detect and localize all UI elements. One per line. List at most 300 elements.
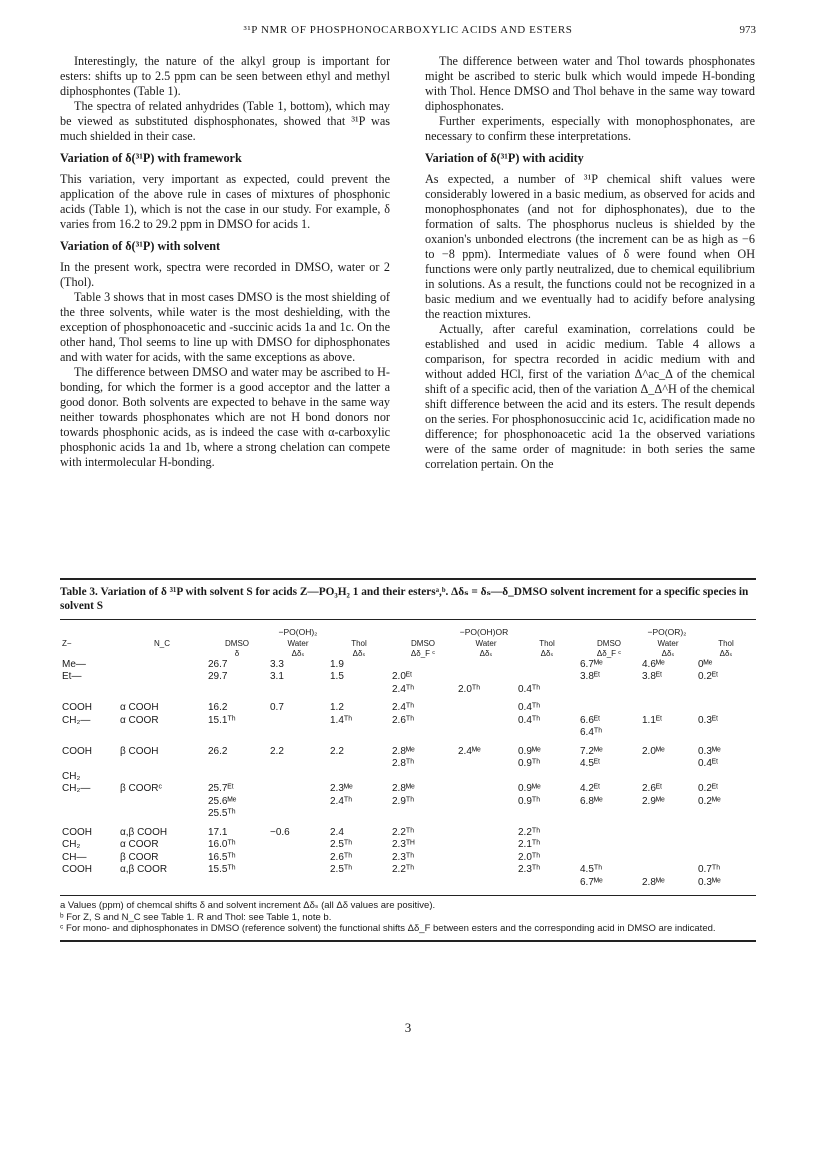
cell-value: 15.1ᵀʰ: [208, 714, 236, 726]
nc-cell: α,β COOH: [120, 826, 168, 838]
cell-value: [458, 839, 514, 852]
value-cell: [328, 740, 390, 771]
cell-value: 1.1ᴱᵗ: [642, 714, 663, 726]
cell-value: [698, 702, 754, 715]
cell-value: 25.5ᵀʰ: [208, 808, 236, 819]
column-header: Water: [475, 638, 497, 648]
value-cell: [328, 852, 390, 865]
cell-value: 6.4ᵀʰ: [580, 727, 603, 738]
column-subheader: δ: [234, 648, 240, 658]
cell-value: 0.4ᴱᵗ: [698, 758, 719, 769]
value-cell: [578, 771, 640, 784]
cell-value: 7.2ᴹᵉ: [580, 745, 603, 757]
cell-value: 2.6ᵀʰ: [330, 851, 353, 863]
cell-value: 0.3ᴹᵉ: [698, 876, 721, 888]
cell-value: 26.7: [208, 658, 228, 670]
cell-value: 2.3ᵀʰ: [392, 851, 415, 863]
value-cell: [206, 715, 268, 740]
value-cell: [456, 839, 516, 852]
value-cell: [390, 696, 456, 715]
table-row: [60, 839, 756, 852]
table-row: [60, 740, 756, 771]
column-header-row: [60, 639, 756, 649]
cell-value: 0.7: [270, 702, 284, 713]
value-cell: [696, 783, 756, 821]
value-cell: [268, 821, 328, 840]
cell-value: 2.4ᵀʰ: [392, 683, 415, 695]
value-cell: [268, 696, 328, 715]
value-cell: [516, 771, 578, 784]
nc-cell: β COORᶜ: [120, 783, 163, 794]
cell-value: [458, 659, 514, 672]
cell-value: 3.3: [270, 658, 284, 670]
paragraph: Interestingly, the nature of the alkyl group is important for esters: shifts up to 2.5 ppm can be seen between ethyl and methyl diphosphontes (Table 1).: [60, 54, 390, 98]
cell-value: [458, 671, 514, 684]
page-footer-number: 3: [404, 1020, 412, 1035]
table-row: [60, 715, 756, 740]
cell-value: [580, 702, 638, 715]
cell-value: 0.2ᴹᵉ: [698, 795, 721, 807]
paragraph: Actually, after careful examination, correlations could be established and used in acidic medium. Table 4 allows a comparison, for spectra recorded in acidic medium with and without added HCl, first of the variation Δ^ac_Δ of the chemical shift of a specific acid, then of the variation Δ_Δ^H of the chemical shift difference between the acid and its esters. The result depends on the series. For phosphonosuccinic acid 1c, acidification made no difference; for phosphonoacetic acid 1a the observed variations were of the same order of magnitude: in both series the same correlation pertain. On the: [425, 322, 755, 471]
nc-cell: β COOR: [120, 851, 159, 863]
value-cell: [390, 839, 456, 852]
table-caption: Table 3. Variation of δ ³¹P with solvent S for acids Z—PO₃H₂ 1 and their estersᵃ,ᵇ. Δδₛ = δₛ—δ_DMSO solvent increment for a specific species in solvent S: [60, 586, 749, 612]
value-cell: [640, 771, 696, 784]
cell-value: 2.2: [330, 745, 344, 757]
cell-value: 6.8ᴹᵉ: [580, 795, 603, 807]
value-cell: [640, 715, 696, 740]
cell-value: 29.7: [208, 671, 228, 682]
value-cell: [328, 671, 390, 696]
cell-value: 25.7ᴱᵗ: [208, 783, 234, 794]
value-cell: [268, 783, 328, 821]
nc-cell: α COOR: [120, 839, 159, 850]
column-subheader: Δδₛ: [479, 648, 493, 658]
cell-value: 2.5ᵀʰ: [330, 839, 353, 850]
value-cell: [640, 740, 696, 771]
value-cell: [206, 671, 268, 696]
value-cell: [268, 852, 328, 865]
value-cell: [456, 783, 516, 821]
cell-value: 2.3ᵀʰ: [518, 864, 541, 875]
value-cell: [328, 864, 390, 889]
value-cell: [516, 864, 578, 889]
table-3: [60, 578, 756, 942]
paragraph: The spectra of related anhydrides (Table 1, bottom), which may be viewed as substituted disphosphonates, showed that ³¹P was much shielded in their case.: [60, 99, 390, 143]
cell-value: 2.3ᴹᵉ: [330, 783, 353, 794]
cell-value: 1.4ᵀʰ: [330, 714, 353, 726]
value-cell: [456, 864, 516, 889]
value-cell: [640, 821, 696, 840]
right-column: [425, 54, 755, 472]
value-cell: [268, 771, 328, 784]
z-cell: CH₂: [62, 770, 81, 782]
cell-value: 2.9ᴹᵉ: [642, 795, 665, 807]
value-cell: [268, 839, 328, 852]
cell-value: [458, 702, 514, 715]
value-cell: [206, 852, 268, 865]
table-row: [60, 671, 756, 696]
cell-value: 2.2ᵀʰ: [392, 864, 415, 875]
value-cell: [206, 771, 268, 784]
value-cell: [268, 740, 328, 771]
cell-value: 2.8ᵀʰ: [392, 758, 415, 769]
table-row: [60, 852, 756, 865]
cell-value: [270, 864, 326, 877]
cell-value: 2.0ᵀʰ: [458, 683, 481, 695]
value-cell: [516, 659, 578, 672]
value-cell: [456, 715, 516, 740]
page-number: 973: [739, 24, 756, 36]
value-cell: [578, 740, 640, 771]
value-cell: [206, 696, 268, 715]
cell-value: [458, 771, 514, 784]
value-cell: [696, 740, 756, 771]
cell-value: [270, 783, 326, 796]
cell-value: 1.2: [330, 702, 344, 713]
column-header: Thol: [351, 638, 367, 648]
cell-value: 0.3ᴹᵉ: [698, 745, 721, 757]
table-row: [60, 821, 756, 840]
cell-value: 2.0ᵀʰ: [518, 851, 541, 863]
value-cell: [328, 783, 390, 821]
cell-value: [208, 771, 266, 784]
value-cell: [456, 852, 516, 865]
cell-value: [698, 827, 754, 840]
cell-value: 17.1: [208, 826, 228, 838]
z-cell: COOH: [62, 702, 92, 713]
value-cell: [516, 852, 578, 865]
cell-value: [698, 852, 754, 865]
nc-cell: α COOH: [120, 702, 159, 713]
column-header: DMSO: [411, 638, 435, 648]
column-subheader-row: [60, 649, 756, 659]
cell-value: 2.3ᵀᴴ: [392, 839, 415, 850]
cell-value: [518, 659, 576, 672]
cell-value: 2.8ᴹᵉ: [392, 783, 415, 794]
cell-value: 6.7ᴹᵉ: [580, 658, 603, 670]
value-cell: [206, 864, 268, 889]
cell-value: 0.9ᵀʰ: [518, 795, 541, 807]
value-cell: [578, 821, 640, 840]
cell-value: [580, 852, 638, 865]
value-cell: [328, 659, 390, 672]
cell-value: 4.5ᵀʰ: [580, 864, 603, 875]
nc-cell: β COOH: [120, 745, 159, 757]
value-cell: [390, 659, 456, 672]
value-cell: [640, 864, 696, 889]
column-subheader: Δδₛ: [719, 648, 733, 658]
value-cell: [578, 696, 640, 715]
column-header: Water: [287, 638, 309, 648]
cell-value: 0.9ᴹᵉ: [518, 745, 541, 757]
section-heading: Variation of δ(³¹P) with framework: [60, 151, 242, 165]
group-header: −PO(OH)₂: [278, 627, 318, 637]
table-row: [60, 783, 756, 821]
cell-value: 16.0ᵀʰ: [208, 839, 236, 850]
value-cell: [206, 839, 268, 852]
cell-value: 2.2ᵀʰ: [518, 826, 541, 838]
value-cell: [516, 715, 578, 740]
cell-value: [392, 771, 454, 784]
value-cell: [696, 839, 756, 852]
nc-cell: α COOR: [120, 714, 159, 726]
section-heading: Variation of δ(³¹P) with solvent: [60, 239, 221, 253]
cell-value: [270, 771, 326, 784]
cell-value: 4.5ᴱᵗ: [580, 758, 601, 769]
value-cell: [696, 696, 756, 715]
value-cell: [640, 696, 696, 715]
value-cell: [268, 659, 328, 672]
value-cell: [328, 771, 390, 784]
cell-value: [518, 671, 576, 684]
paragraph: In the present work, spectra were recorded in DMSO, water or 2 (Thol).: [60, 260, 390, 289]
paragraph: Further experiments, especially with monophosphonates, are necessary to confirm these interpretations.: [425, 114, 755, 143]
cell-value: [518, 771, 576, 784]
cell-value: [458, 852, 514, 865]
value-cell: [206, 740, 268, 771]
value-cell: [640, 839, 696, 852]
footnote: a Values (ppm) of chemcal shifts δ and solvent increment Δδₛ (all Δδ values are positive).: [60, 900, 436, 911]
value-cell: [516, 839, 578, 852]
table-row: [60, 864, 756, 889]
cell-value: 2.0ᴹᵉ: [642, 745, 665, 757]
table-row: [60, 659, 756, 672]
cell-value: 0.2ᴱᵗ: [698, 671, 719, 682]
table-footnotes: [60, 896, 756, 940]
cell-value: 0.4ᵀʰ: [518, 702, 541, 713]
cell-value: 26.2: [208, 745, 228, 757]
paragraph: The difference between DMSO and water may be ascribed to H-bonding, for which the former is a good acceptor and the latter a good donor. Both solvents are expected to behave in the same way neither towards phosphonates which are not H bond donors nor towards phosphonic acids, as is indeed the case with α-carboxylic phosphonic acids 1a and 1b, where a strong chelation can compete with intermolecular H-bonding.: [60, 365, 390, 469]
cell-value: [458, 783, 514, 796]
value-cell: [390, 821, 456, 840]
cell-value: [580, 827, 638, 840]
cell-value: 25.6ᴹᵉ: [208, 795, 237, 807]
column-subheader: Δδ_F ᶜ: [596, 648, 622, 658]
value-cell: [206, 659, 268, 672]
cell-value: 2.2ᵀʰ: [392, 826, 415, 838]
z-cell: COOH: [62, 864, 92, 875]
z-cell: CH₂—: [62, 714, 91, 726]
cell-value: 1.9: [330, 658, 344, 670]
value-cell: [696, 864, 756, 889]
cell-value: 2.6ᴱᵗ: [642, 783, 663, 794]
cell-value: 6.6ᴱᵗ: [580, 714, 601, 726]
value-cell: [640, 783, 696, 821]
value-cell: [456, 671, 516, 696]
cell-value: 0.7ᵀʰ: [698, 864, 721, 875]
cell-value: 0.9ᴹᵉ: [518, 783, 541, 794]
running-header: [60, 24, 756, 42]
cell-value: 0.2ᴱᵗ: [698, 783, 719, 794]
cell-value: 2.0ᴱᵗ: [392, 671, 413, 682]
value-cell: [696, 852, 756, 865]
shift-table: [60, 620, 756, 889]
paragraph: The difference between water and Thol towards phosphonates might be ascribed to steric bulk which would impede H-bonding with Thol. Hence DMSO and Thol behave in the same way toward diphosphonates.: [425, 54, 755, 113]
value-cell: [516, 740, 578, 771]
value-cell: [578, 839, 640, 852]
value-cell: [390, 715, 456, 740]
paragraph: As expected, a number of ³¹P chemical shift values were considerably lowered in a basic medium, as observed for acids and monophosphonates (and not for diphosphonates), due to the formation of salts. The phosphorus nucleus is shielded by the oxanion's unbonded electrons (the increment can be as high as −6 to −8 ppm). Intermediate values of δ were found when OH functions were only partly neutralized, due to chemical equilibrium in solutions. As a result, the functions could not be recognized in a basic medium and we eventually had to acidify before analysing the reaction mixtures.: [425, 172, 755, 321]
cell-value: 6.7ᴹᵉ: [580, 876, 603, 888]
cell-value: [270, 839, 326, 852]
value-cell: [390, 864, 456, 889]
running-title: ³¹P NMR OF PHOSPHONOCARBOXYLIC ACIDS AND ESTERS: [243, 24, 573, 36]
value-cell: [578, 715, 640, 740]
value-cell: [390, 771, 456, 784]
value-cell: [516, 696, 578, 715]
z-cell: CH₂: [62, 839, 81, 850]
value-cell: [578, 783, 640, 821]
cell-value: [270, 852, 326, 865]
cell-value: 3.1: [270, 671, 284, 682]
value-cell: [578, 852, 640, 865]
cell-value: 2.5ᵀʰ: [330, 864, 353, 875]
cell-value: 16.2: [208, 702, 228, 713]
value-cell: [578, 659, 640, 672]
value-cell: [578, 671, 640, 696]
column-header: Water: [657, 638, 679, 648]
table-row: [60, 771, 756, 784]
group-header: −PO(OH)OR: [459, 627, 509, 637]
value-cell: [696, 771, 756, 784]
cell-value: 0.4ᵀʰ: [518, 714, 541, 726]
value-cell: [328, 715, 390, 740]
value-cell: [640, 852, 696, 865]
footnote: ᶜ For mono- and diphosphonates in DMSO (reference solvent) the functional shifts Δδ_F between esters and the corresponding acid in DMSO are indicated.: [60, 923, 716, 934]
value-cell: [456, 740, 516, 771]
cell-value: [392, 659, 454, 672]
value-cell: [456, 696, 516, 715]
cell-value: [642, 864, 694, 877]
cell-value: 2.9ᵀʰ: [392, 795, 415, 807]
cell-value: [330, 771, 388, 784]
value-cell: [328, 839, 390, 852]
cell-value: [458, 715, 514, 728]
cell-value: 3.8ᴱᵗ: [580, 671, 601, 682]
cell-value: [458, 864, 514, 877]
value-cell: [268, 864, 328, 889]
value-cell: [390, 852, 456, 865]
section-heading: Variation of δ(³¹P) with acidity: [425, 151, 584, 165]
z-cell: Et—: [62, 671, 82, 682]
group-header: −PO(OR)₂: [647, 627, 687, 637]
nc-cell: [118, 771, 206, 784]
cell-value: 15.5ᵀʰ: [208, 864, 236, 875]
z-cell: CH—: [62, 851, 87, 863]
column-header: Thol: [718, 638, 734, 648]
left-column: [60, 54, 390, 470]
value-cell: [268, 715, 328, 740]
cell-value: −0.6: [270, 826, 290, 838]
value-cell: [456, 659, 516, 672]
cell-value: [642, 771, 694, 784]
column-subheader: Δδ_F ᶜ: [410, 648, 436, 658]
z-cell: COOH: [62, 745, 92, 757]
paragraph: Table 3 shows that in most cases DMSO is the most shielding of the three solvents, while water is the most deshielding, with the exception of phosphonoacetic and -succinic acids 1a and 1c. On the other hand, Thol seems to line up with DMSO for diphosphonates and with water for acids, with the same exceptions as above.: [60, 290, 390, 364]
column-header: DMSO: [225, 638, 249, 648]
cell-value: 2.4ᵀʰ: [330, 795, 353, 807]
value-cell: [456, 821, 516, 840]
column-subheader: Δδₛ: [291, 648, 305, 658]
cell-value: 0.9ᵀʰ: [518, 758, 541, 769]
column-header: Z−: [62, 638, 72, 648]
value-cell: [516, 783, 578, 821]
cell-value: 3.8ᴱᵗ: [642, 671, 663, 682]
value-cell: [516, 821, 578, 840]
z-cell: CH₂—: [62, 783, 91, 794]
cell-value: 2.4: [330, 826, 344, 838]
table-row: [60, 696, 756, 715]
cell-value: 0ᴹᵉ: [698, 658, 713, 670]
z-cell: Me—: [62, 658, 86, 670]
value-cell: [516, 671, 578, 696]
value-cell: [640, 671, 696, 696]
column-subheader: Δδₛ: [352, 648, 366, 658]
cell-value: [642, 702, 694, 715]
column-header: DMSO: [597, 638, 621, 648]
value-cell: [578, 864, 640, 889]
value-cell: [390, 740, 456, 771]
cell-value: [698, 771, 754, 784]
cell-value: [642, 852, 694, 865]
nc-cell: α,β COOR: [120, 864, 168, 875]
cell-value: 2.8ᴹᵉ: [392, 745, 415, 757]
value-cell: [390, 671, 456, 696]
cell-value: 0.3ᴱᵗ: [698, 714, 719, 726]
value-cell: [328, 821, 390, 840]
cell-value: [270, 715, 326, 728]
cell-value: [580, 771, 638, 784]
cell-value: 2.1ᵀʰ: [518, 839, 541, 850]
cell-value: 2.4ᴹᵉ: [458, 745, 481, 757]
column-header: N_C: [153, 638, 170, 648]
table-end-rule: [60, 940, 756, 942]
value-cell: [696, 671, 756, 696]
column-subheader: Δδₛ: [661, 648, 675, 658]
value-cell: [696, 821, 756, 840]
value-cell: [206, 783, 268, 821]
cell-value: 2.2: [270, 745, 284, 757]
cell-value: [642, 839, 694, 852]
paragraph: This variation, very important as expected, could prevent the application of the above rule in cases of mixtures of phosphonic acids (Table 1), which is not the case in our study. For example, δ varies from 16.2 to 29.2 ppm in DMSO for acids 1.: [60, 172, 390, 231]
value-cell: [696, 659, 756, 672]
nc-cell: [118, 671, 206, 696]
table-body: [60, 659, 756, 890]
column-header: Thol: [539, 638, 555, 648]
nc-cell: [118, 659, 206, 672]
cell-value: [580, 839, 638, 852]
cell-value: 2.6ᵀʰ: [392, 714, 415, 726]
cell-value: 16.5ᵀʰ: [208, 851, 236, 863]
value-cell: [206, 821, 268, 840]
cell-value: 2.8ᴹᵉ: [642, 876, 665, 888]
z-cell: COOH: [62, 826, 92, 838]
column-subheader: Δδₛ: [540, 648, 554, 658]
footnote: ᵇ For Z, S and N_C see Table 1. R and Thol: see Table 1, note b.: [60, 911, 332, 923]
cell-value: 1.5: [330, 671, 344, 682]
cell-value: 4.2ᴱᵗ: [580, 783, 601, 794]
value-cell: [696, 715, 756, 740]
cell-value: [642, 827, 694, 840]
cell-value: [458, 827, 514, 840]
cell-value: [698, 839, 754, 852]
cell-value: 4.6ᴹᵉ: [642, 658, 665, 670]
cell-value: 0.4ᵀʰ: [518, 683, 541, 695]
value-cell: [640, 659, 696, 672]
value-cell: [456, 771, 516, 784]
group-header-row: [60, 620, 756, 639]
